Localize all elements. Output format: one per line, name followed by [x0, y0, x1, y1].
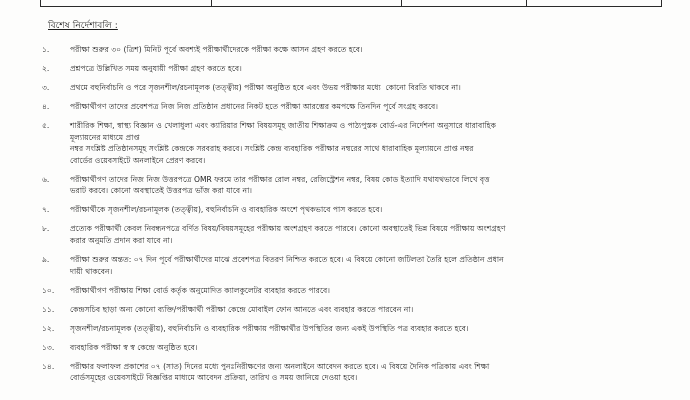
- instruction-number: ১৩.: [42, 342, 55, 352]
- instruction-text: পরীক্ষার্থীগণ তাদের নিজ নিজ উত্তরপত্রে OMR ফরমে তার পরীক্ষার রোল নম্বর, রেজিস্ট্রেশন নম্বর, বিষয় কোড ইত্যাদি যথাযথভাবে লিখে বৃত্ত: [70, 174, 490, 184]
- instruction-text: প্রথমে বহুনির্বাচনি ও পরে সৃজনশীল/রচনামূলক (তত্ত্বীয়) পরীক্ষা অনুষ্ঠিত হবে এবং উভয় পরীক্ষার মধ্যে কোনো বিরতি থাকবে না।: [70, 83, 461, 92]
- instruction-text: প্রত্যেক পরীক্ষার্থী কেবল নিবন্ধনপত্রে বর্ণিত বিষয়/বিষয়সমূহের পরীক্ষায় অংশগ্রহণ করতে পারবে। কোনো অবস্থাতেই ভিন্ন বিষয়ে পরীক্ষায় অংশগ্রহণ: [70, 224, 506, 234]
- instruction-text: পরীক্ষার ফলাফল প্রকাশের ০৭ (সাত) দিনের মধ্যে পুনঃনিরীক্ষণের জন্য অনলাইনে আবেদন করতে হবে। এ বিষয়ে দৈনিক পত্রিকায় এবং শিক্ষা: [70, 361, 490, 371]
- instruction-text: শারীরিক শিক্ষা, স্বাস্থ্য বিজ্ঞান ও খেলাধুলা এবং ক্যারিয়ার শিক্ষা বিষয়সমূহ জাতীয় শিক্ষাক্রম ও পাঠ্যপুস্তক বোর্ড-এর নির্দেশনা অনুসারে ধারাবাহিক: [70, 121, 496, 130]
- instruction-item: [0, 174, 690, 197]
- top-table-remnant: [40, 0, 662, 7]
- instruction-number: ৫.: [42, 121, 50, 130]
- instruction-item: [0, 323, 690, 335]
- instruction-number: ১৪.: [42, 361, 55, 371]
- instruction-item: [0, 285, 690, 297]
- instruction-text: প্রশ্নপত্রে উল্লিখিত সময় অনুযায়ী পরীক্ষা গ্রহণ করতে হবে।: [70, 64, 242, 73]
- instruction-item: [0, 254, 690, 277]
- instruction-item: [0, 361, 690, 384]
- instruction-text: পরীক্ষা শুরুর অন্তত: ০৭ দিন পূর্বে পরীক্ষার্থীদের মাঝে প্রবেশপত্র বিতরণ নিশ্চিত করতে হবে। এ বিষয়ে কোনো জটিলতা তৈরি হলে প্রতিষ্ঠান প্রধান: [70, 255, 504, 264]
- instruction-number: ১০.: [42, 285, 55, 295]
- instruction-item: [0, 204, 690, 216]
- instruction-text: কেন্দ্রসচিব ছাড়া অন্য কোনো ব্যক্তি/পরীক্ষার্থী পরীক্ষা কেন্দ্রে মোবাইল ফোন আনতে এবং ব্যবহার করতে পারবেন না।: [70, 304, 414, 314]
- instruction-item: [0, 101, 690, 113]
- instruction-number: ১১.: [42, 304, 55, 314]
- instruction-item: [0, 82, 690, 94]
- instruction-item: [0, 63, 690, 75]
- instruction-text: নম্বর সংশ্লিষ্ট প্রতিষ্ঠানসমূহ সংশ্লিষ্ট কেন্দ্রকে সরবরাহ করবে। সংশ্লিষ্ট কেন্দ্র ব্যবহারিক পরীক্ষার নম্বরের সাথে ধারাবাহিক মূল্যায়নে প্রাপ্ত নম্বর: [70, 144, 474, 154]
- instruction-text: পরীক্ষার্থীকে সৃজনশীল/রচনামূলক (তত্ত্বীয়), বহুনির্বাচনি ও ব্যবহারিক অংশে পৃথকভাবে পাস করতে হবে।: [70, 205, 383, 215]
- section-heading: বিশেষ নির্দেশাবলি :: [48, 21, 118, 31]
- instruction-text: দায়ী থাকবেন।: [70, 266, 113, 276]
- instruction-text: পরীক্ষার্থীগণ তাদের প্রবেশপত্র নিজ নিজ প্রতিষ্ঠান প্রধানের নিকট হতে পরীক্ষা আরম্ভের কমপক্ষে তিনদিন পূর্বে সংগ্রহ করবে।: [70, 102, 439, 111]
- table-divider: [401, 0, 402, 6]
- instruction-item: [0, 223, 690, 246]
- table-divider: [211, 0, 212, 6]
- instruction-item: [0, 304, 690, 316]
- instruction-number: ৯.: [42, 255, 50, 264]
- instruction-number: ২.: [42, 64, 50, 73]
- table-divider: [526, 0, 527, 6]
- instruction-number: ১২.: [42, 323, 55, 333]
- instruction-text: বোর্ডের ওয়েবসাইটে অনলাইনে প্রেরণ করবে।: [70, 155, 206, 165]
- instruction-number: ৩.: [42, 83, 50, 92]
- instruction-number: ৬.: [42, 174, 50, 184]
- instruction-text: পরীক্ষার্থীগণ পরীক্ষায় শিক্ষা বোর্ড কর্তৃক অনুমোদিত ক্যালকুলেটর ব্যবহার করতে পারবে।: [70, 285, 330, 295]
- instruction-text: মূল্যায়নের মাধ্যমে প্রাপ্ত: [70, 132, 140, 142]
- instruction-number: ১.: [42, 45, 50, 54]
- instruction-number: ৭.: [42, 205, 50, 215]
- instruction-number: ৮.: [42, 224, 50, 234]
- instruction-text: ব্যবহারিক পরীক্ষা স্ব স্ব কেন্দ্রে অনুষ্ঠিত হবে।: [70, 342, 198, 352]
- instruction-text: করার অনুমতি প্রদান করা যাবে না।: [70, 235, 173, 245]
- instruction-text: বোর্ডসমূহের ওয়েবসাইটে বিজ্ঞপ্তির মাধ্যমে আবেদন প্রক্রিয়া, তারিখ ও সময় জানিয়ে দেওয়া হবে।: [70, 373, 358, 383]
- instruction-item: [0, 44, 690, 56]
- instruction-text: ভরাট করবে। কোনো অবস্থাতেই উত্তরপত্র ভাঁজ করা যাবে না।: [70, 186, 252, 196]
- instruction-number: ৪.: [42, 102, 50, 111]
- instruction-text: পরীক্ষা শুরুর ৩০ (ত্রিশ) মিনিট পূর্বে অবশ্যই পরীক্ষার্থীদেরকে পরীক্ষা কক্ষে আসন গ্রহণ করতে হবে।: [70, 45, 363, 54]
- instruction-text: সৃজনশীল/রচনামূলক (তত্ত্বীয়), বহুনির্বাচনি ও ব্যবহারিক পরীক্ষায় পরীক্ষার্থীর উপস্থিতির জন্য একই উপস্থিতি পত্র ব্যবহার করতে হবে।: [70, 323, 469, 333]
- instruction-item: [0, 342, 690, 354]
- instruction-item: [0, 120, 690, 166]
